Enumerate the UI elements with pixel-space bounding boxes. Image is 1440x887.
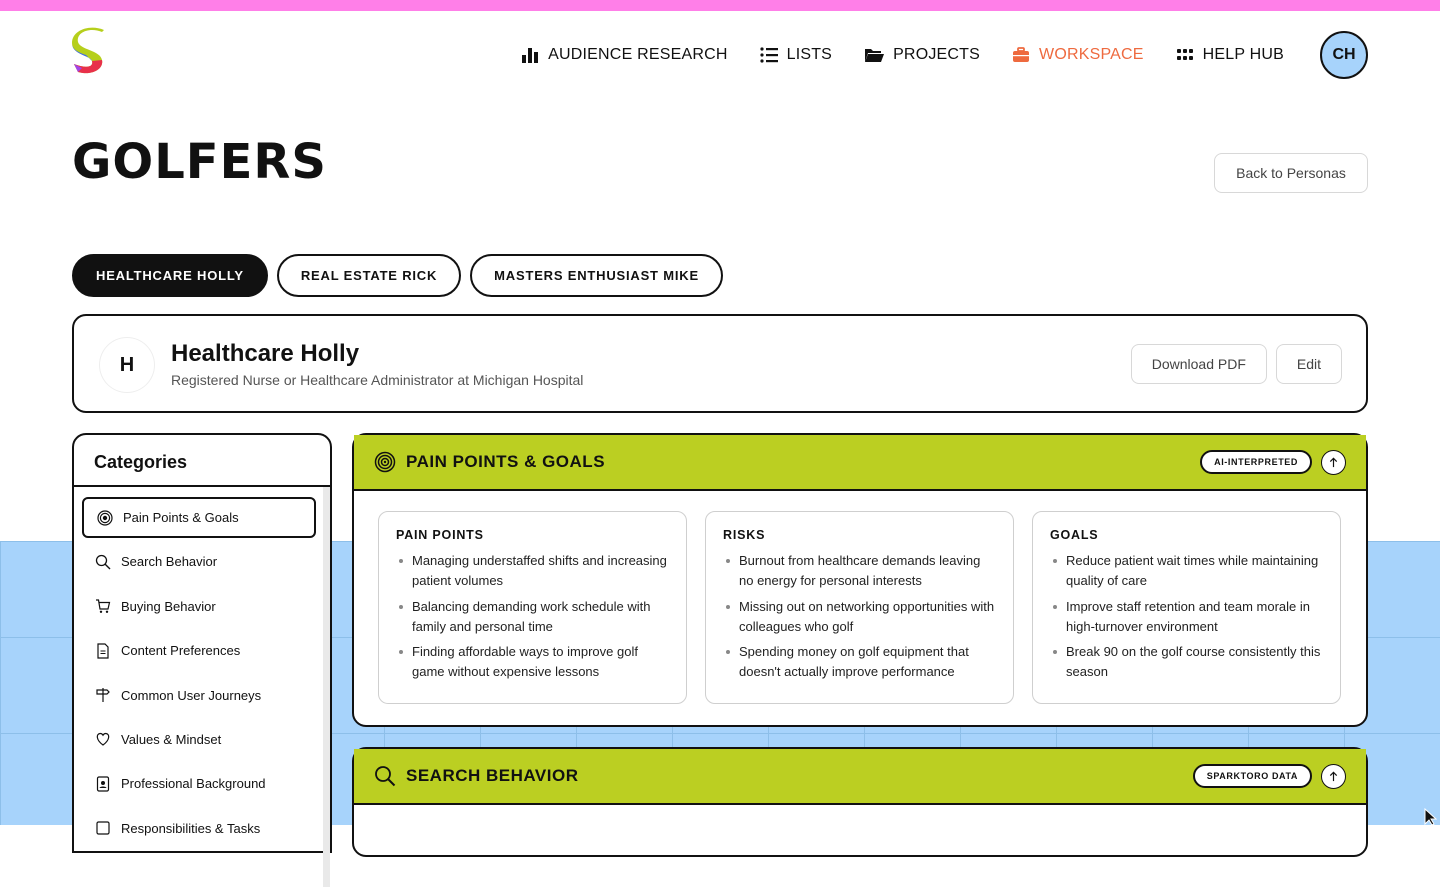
- nav-label: PROJECTS: [893, 46, 981, 63]
- category-label: Pain Points & Goals: [123, 510, 239, 525]
- nav-projects[interactable]: [864, 46, 980, 64]
- tab-real-estate-rick[interactable]: REAL ESTATE RICK: [277, 254, 461, 297]
- categories-list: [74, 487, 330, 849]
- list-item: Reduce patient wait times while maintaining quality of care: [1050, 551, 1324, 591]
- card-heading: PAIN POINTS: [396, 528, 484, 542]
- top-accent-stripe: [0, 0, 1440, 11]
- card-list: [1050, 551, 1324, 682]
- scroll-up-button[interactable]: [1321, 450, 1346, 475]
- section-cards: [354, 491, 1366, 704]
- section-pain-points-goals: [352, 433, 1368, 727]
- cart-icon: [95, 598, 111, 614]
- arrow-up-icon: [1328, 457, 1339, 468]
- checklist-icon: [95, 820, 111, 836]
- category-pain-points-goals[interactable]: [82, 497, 316, 538]
- list-item: Spending money on golf equipment that doesn't actually improve performance: [723, 642, 997, 682]
- nav-label: AUDIENCE RESEARCH: [548, 46, 728, 63]
- page-title: GOLFERS: [72, 134, 327, 190]
- search-icon: [374, 765, 396, 787]
- target-icon: [374, 451, 396, 473]
- category-search-behavior[interactable]: [82, 541, 316, 582]
- categories-title: Categories: [74, 435, 330, 487]
- briefcase-icon: [1012, 46, 1030, 64]
- grid-icon: [1176, 46, 1194, 64]
- category-label: Search Behavior: [121, 554, 218, 570]
- goals-card: [1032, 511, 1341, 704]
- persona-card: [72, 314, 1368, 413]
- nav-audience-research[interactable]: [521, 46, 727, 64]
- nav-help-hub[interactable]: [1176, 46, 1284, 64]
- persona-role: Registered Nurse or Healthcare Administrator at Michigan Hospital: [171, 372, 584, 388]
- list-item: Managing understaffed shifts and increasing patient volumes: [396, 551, 670, 591]
- tab-masters-enthusiast-mike[interactable]: MASTERS ENTHUSIAST MIKE: [470, 254, 723, 297]
- category-values-mindset[interactable]: [82, 719, 316, 760]
- section-title: PAIN POINTS & GOALS: [406, 452, 606, 471]
- list-item: Balancing demanding work schedule with family and personal time: [396, 597, 670, 637]
- badge-icon: [95, 776, 111, 792]
- persona-tabs: [72, 254, 723, 297]
- list-icon: [760, 46, 778, 64]
- tab-healthcare-holly[interactable]: HEALTHCARE HOLLY: [72, 254, 268, 297]
- main-nav: [489, 31, 1368, 79]
- mouse-cursor-icon: [1424, 808, 1440, 825]
- category-label: Professional Background: [121, 776, 266, 792]
- persona-actions: [1131, 344, 1342, 384]
- section-header: [354, 435, 1366, 491]
- category-label: Common User Journeys: [121, 687, 262, 703]
- section-header: [354, 749, 1366, 805]
- signpost-icon: [95, 687, 111, 703]
- section-header-actions: [1200, 450, 1346, 475]
- nav-lists[interactable]: [760, 46, 832, 64]
- arrow-up-icon: [1328, 771, 1339, 782]
- category-content-preferences[interactable]: [82, 630, 316, 671]
- ai-interpreted-badge: AI-INTERPRETED: [1200, 450, 1312, 474]
- category-label: Values & Mindset: [121, 731, 222, 747]
- category-responsibilities-tasks[interactable]: [82, 808, 316, 849]
- list-item: Missing out on networking opportunities with colleagues who golf: [723, 597, 997, 637]
- sparktoro-logo[interactable]: [72, 28, 110, 76]
- document-icon: [95, 643, 111, 659]
- category-professional-background[interactable]: [82, 763, 316, 804]
- target-icon: [97, 510, 113, 526]
- scroll-up-button[interactable]: [1321, 764, 1346, 789]
- section-title: SEARCH BEHAVIOR: [406, 766, 579, 785]
- sparktoro-data-badge: SPARKTORO DATA: [1193, 764, 1312, 788]
- card-heading: RISKS: [723, 528, 766, 542]
- bar-chart-icon: [521, 46, 539, 64]
- categories-panel: [72, 433, 332, 853]
- user-avatar[interactable]: CH: [1320, 31, 1368, 79]
- categories-scrollbar[interactable]: [323, 487, 330, 887]
- heart-icon: [95, 731, 111, 747]
- nav-label: LISTS: [786, 46, 833, 63]
- category-common-user-journeys[interactable]: [82, 675, 316, 716]
- card-heading: GOALS: [1050, 528, 1099, 542]
- persona-name: Healthcare Holly: [171, 340, 360, 367]
- list-item: Break 90 on the golf course consistently this season: [1050, 642, 1324, 682]
- list-item: Burnout from healthcare demands leaving no energy for personal interests: [723, 551, 997, 591]
- list-item: Improve staff retention and team morale in high-turnover environment: [1050, 597, 1324, 637]
- nav-label: HELP HUB: [1202, 46, 1284, 63]
- card-list: [396, 551, 670, 682]
- category-label: Buying Behavior: [121, 598, 216, 614]
- back-to-personas-button[interactable]: Back to Personas: [1214, 153, 1368, 193]
- edit-button[interactable]: Edit: [1276, 344, 1342, 384]
- list-item: Finding affordable ways to improve golf game without expensive lessons: [396, 642, 670, 682]
- search-icon: [95, 554, 111, 570]
- card-list: [723, 551, 997, 682]
- download-pdf-button[interactable]: Download PDF: [1131, 344, 1267, 384]
- risks-card: [705, 511, 1014, 704]
- folder-icon: [864, 46, 884, 64]
- nav-label: WORKSPACE: [1039, 46, 1144, 63]
- section-search-behavior: [352, 747, 1368, 857]
- nav-workspace[interactable]: [1012, 46, 1144, 64]
- persona-avatar: H: [100, 338, 154, 392]
- category-label: Responsibilities & Tasks: [121, 820, 261, 836]
- section-header-actions: [1193, 764, 1346, 789]
- category-buying-behavior[interactable]: [82, 586, 316, 627]
- category-label: Content Preferences: [121, 643, 241, 659]
- pain-points-card: [378, 511, 687, 704]
